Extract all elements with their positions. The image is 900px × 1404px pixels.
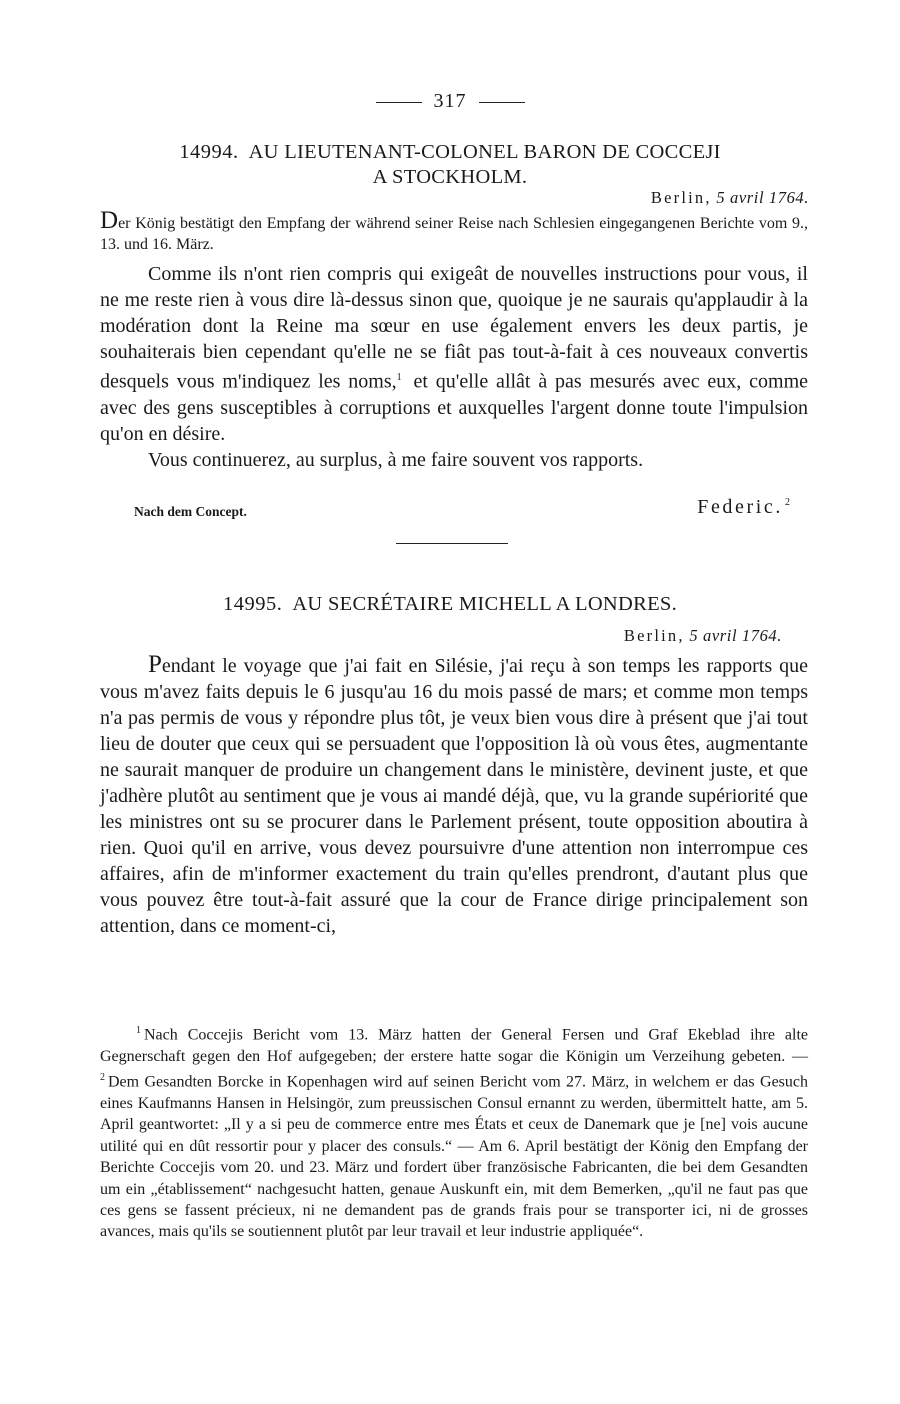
letter-2-paragraph-1-text: endant le voyage que j'ai fait en Silésie, j'ai reçu à son temps les rapports que vous m'avez faits depuis le 6 jusqu'au 16 du mois passé de mars; et comme mon temps n'a pas permis de vous y répondre plus tôt, je veux bien vous dire à présent que j'ai tout lieu de douter que ceux qui se persuadent que l'opposition là où vous êtes, augmentante ne saurait manquer de produire un changement dans le ministère, devinent juste, et que j'adhère plutôt au sentiment que je vous ai mandé déjà, que, vu la grande supériorité que les ministres ont su se procurer dans le Parlement présent, toute opposition aboutira à rien. Quoi qu'il en arrive, vous devez poursuivre d'une attention non interrompue ces affaires, afin de m'informer exactement du train qu'elles prendront, d'autant plus que vous pouvez être tout-à-fait assuré que la cour de France dirige principalement son attention, dans ce moment-ci, <box>100 655 808 937</box>
page-number <box>0 90 900 113</box>
letter-1-heading-line-1 <box>100 140 800 165</box>
letter-1-address-line-2: A STOCKHOLM. <box>372 166 528 188</box>
letter-1-summary-initial: D <box>100 207 119 234</box>
letter-2-date: 5 avril 1764. <box>689 626 782 645</box>
letter-1-body <box>100 261 808 473</box>
page-number-rule-right <box>479 102 525 103</box>
footnote-marker-1: 1 <box>136 1025 141 1036</box>
letter-1-dateline <box>651 188 809 208</box>
letter-1-source-note: Nach dem Concept. <box>134 504 247 519</box>
letter-1-footnote-ref-1: 1 <box>396 372 402 383</box>
letter-2-body <box>100 652 808 939</box>
footnote-block <box>100 1020 808 1243</box>
letter-2-address: AU SECRÉTAIRE MICHELL A LONDRES. <box>292 593 678 615</box>
letter-1-paragraph-1-text-a: Comme ils n'ont rien compris qui exigeât de nouvelles instructions pour vous, il ne me reste rien à vous dire là-dessus sinon que, quoique je ne saurais qu'applaudir à la modération dont la Reine ma sœur en use également envers les deux partis, je souhaiterais bien cependant qu'elle ne se fiât pas tout-à-fait à ces nouveaux convertis desquels vous m'indiquez les noms, <box>100 263 808 393</box>
footnote-marker-2: 2 <box>100 1072 105 1084</box>
letter-1-date: 5 avril 1764. <box>716 188 809 207</box>
footnotes <box>100 1020 808 1243</box>
footnote-1-text: Nach Coccejis Bericht vom 13. März hatten der General Fersen und Graf Ekeblad ihre alte Gegnerschaft gegen den Hof aufgegeben; der erstere hatte sogar die Königin um Verzeihung gebeten. — <box>100 1026 808 1065</box>
letter-2-place: Berlin, <box>623 626 685 645</box>
letter-1-paragraph-2: Vous continuerez, au surplus, à me faire souvent vos rapports. <box>148 448 644 471</box>
section-divider <box>396 543 508 544</box>
letter-1-paragraph-1-text-b: et qu'elle allât à pas mesurés avec eux, comme avec des gens susceptibles à corruptions et auxquelles l'argent donne toute l'impulsion qu'on en désire. <box>100 370 808 445</box>
letter-1-signature-row <box>100 496 808 526</box>
letter-1-address-line-1: AU LIEUTENANT-COLONEL BARON DE COCCEJI <box>248 141 721 163</box>
letter-1-heading <box>100 140 800 190</box>
letter-1-signature <box>697 496 790 519</box>
letter-1-footnote-ref-2: 2 <box>785 497 790 509</box>
letter-1-paragraph-1 <box>100 261 808 447</box>
letter-1-summary <box>100 207 808 255</box>
letter-2-dateline <box>624 626 782 646</box>
footnote-2-text: Dem Gesandten Borcke in Kopenhagen wird auf seinen Bericht vom 27. März, in welchem er das Gesuch eines Kaufmanns Hansen in Helsingör, zum preussischen Consul ernannt zu werden, übermittelt hatte, am 5. April geantwortet: „Il y a si peu de commerce entre mes États et ceux de Danemark que je [ne] vois aucune utilité qui en dût ressortir pour y placer des consuls.“ — Am 6. April bestätigt der König den Empfang der Berichte Coccejis vom 20. und 23. März und fordert über französische Fabricanten, die bei dem Gesandten um ein „établissement“ nachgesucht hatten, genaue Auskunft ein, mit dem Bemerken, „qu'il ne faut pas que ces gens se fassent précieux, ni ne demandent pas de grands frais pour se transporter ici, ni de grosses avances, mais qu'ils se soutiennent plutôt par leur travail et leur industrie appliquée“. <box>100 1073 808 1241</box>
letter-1-place: Berlin, <box>650 188 712 207</box>
letter-2-number: 14995. <box>222 593 283 615</box>
letter-1-summary-text: er König bestätigt den Empfang der während seiner Reise nach Schlesien eingegangenen Berichte vom 9., 13. und 16. März. <box>100 215 808 253</box>
letter-1-signature-name: Federic. <box>697 496 783 518</box>
page-number-value: 317 <box>433 90 467 112</box>
page-number-rule-left <box>376 102 422 103</box>
letter-2-heading <box>0 592 900 617</box>
letter-1-number: 14994. <box>179 141 239 163</box>
letter-2-initial: P <box>148 651 162 678</box>
letter-2-paragraph-1 <box>100 652 808 939</box>
